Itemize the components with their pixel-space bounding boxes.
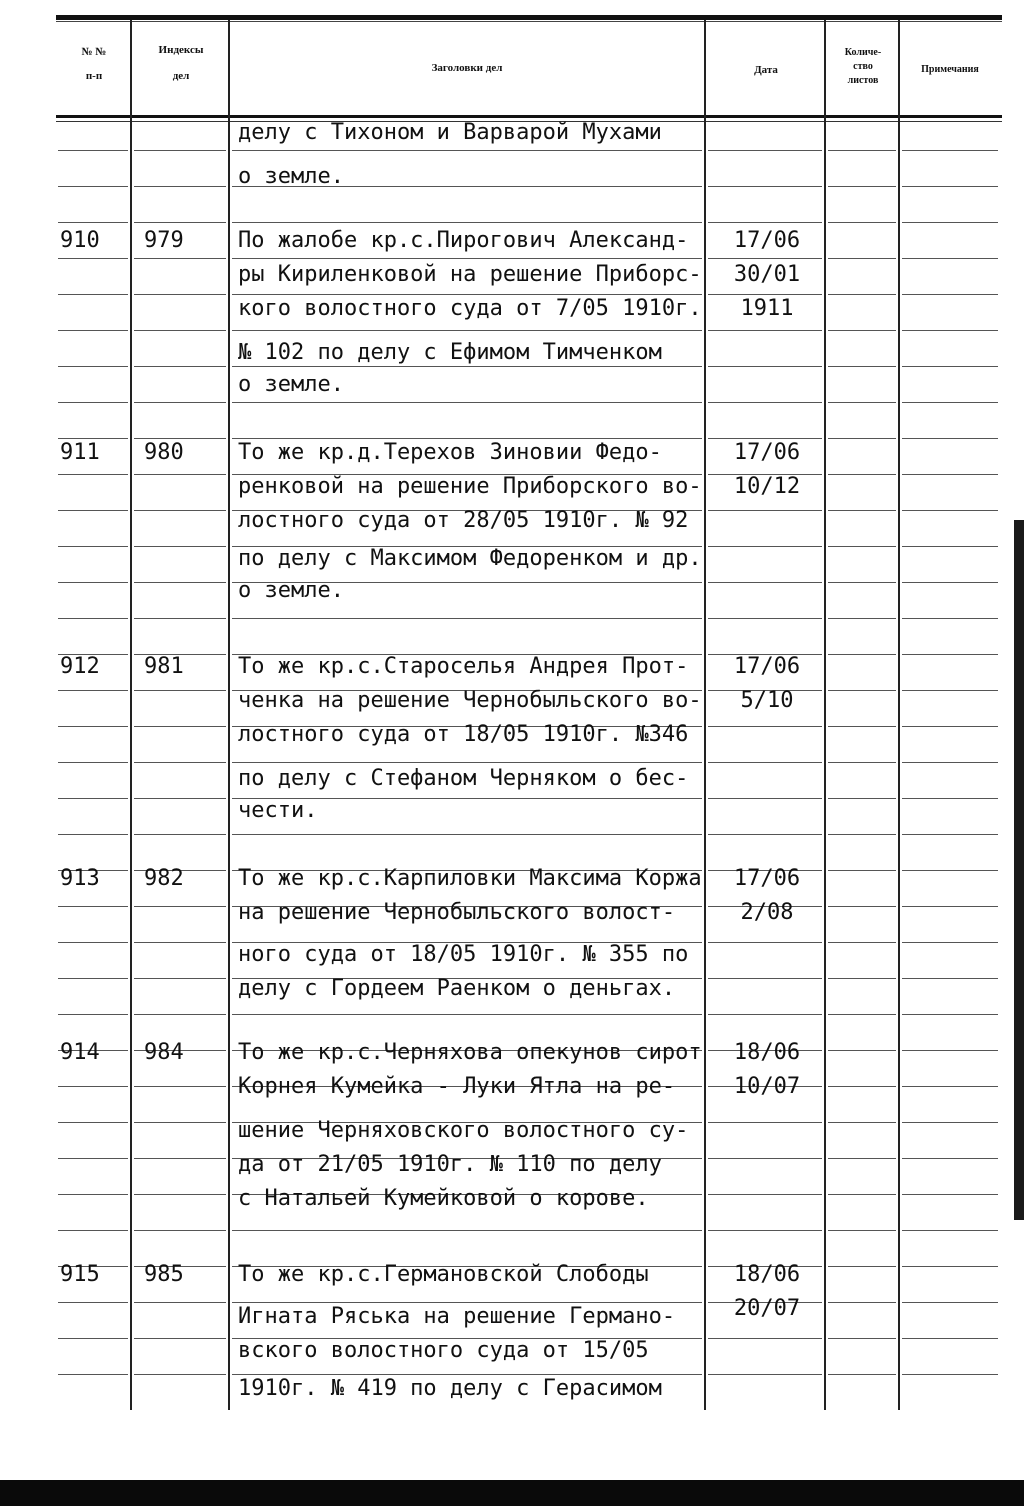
ruled-line [902,1374,998,1375]
ruled-line [58,618,128,619]
ruled-line [902,150,998,151]
ruled-line [58,150,128,151]
entry-index: 979 [144,228,184,253]
header-index-line2: дел [172,70,190,82]
ruled-line [902,582,998,583]
ruled-line [902,402,998,403]
ruled-line [902,726,998,727]
ruled-line [828,1086,896,1087]
ruled-line [828,366,896,367]
ruled-line [902,438,998,439]
ruled-line [902,1122,998,1123]
ruled-line [134,690,226,691]
ruled-line [828,1122,896,1123]
ruled-line [134,618,226,619]
entry-number: 912 [60,654,100,679]
ruled-line [902,474,998,475]
col-line-4 [824,20,826,1410]
ruled-line [708,222,822,223]
ruled-line [828,546,896,547]
ruled-line [58,222,128,223]
ruled-line [134,1086,226,1087]
ruled-line [134,834,226,835]
entry-index: 981 [144,654,184,679]
ruled-line [708,294,822,295]
header-rule [56,115,1002,118]
ruled-line [58,1230,128,1231]
col-line-3 [704,20,706,1410]
ruled-line [708,978,822,979]
ruled-line [58,366,128,367]
entry-title-line: с Натальей Кумейковой о корове. [238,1186,649,1211]
ruled-line [708,618,822,619]
ruled-line [134,1302,226,1303]
ruled-line [828,186,896,187]
ruled-line [828,510,896,511]
ruled-line [902,978,998,979]
header-num-line1: № № [81,46,107,58]
ruled-line [58,294,128,295]
scan-edge [1014,520,1024,1220]
entry-title-line: ченка на решение Чернобыльского во- [238,688,702,713]
entry-number: 911 [60,440,100,465]
ruled-line [134,1014,226,1015]
ruled-line [828,690,896,691]
ruled-line [708,1122,822,1123]
ruled-line [134,330,226,331]
ruled-line [58,510,128,511]
ruled-line [134,474,226,475]
ruled-line [902,258,998,259]
ruled-line [708,546,822,547]
ruled-line [902,942,998,943]
header-sheets-line1: Количе- [844,47,882,58]
ruled-line [828,1266,896,1267]
entry-title-line: о земле. [238,372,344,397]
ruled-line [828,618,896,619]
ruled-line [828,330,896,331]
ruled-line [134,978,226,979]
ruled-line [708,1158,822,1159]
ruled-line [902,330,998,331]
ruled-line [708,798,822,799]
entry-date: 20/07 [733,1296,801,1321]
ruled-line [708,258,822,259]
ruled-line [134,1374,226,1375]
ruled-line [828,438,896,439]
ruled-line [232,366,702,367]
top-rule [56,15,1002,20]
ruled-line [232,150,702,151]
entry-date: 5/10 [740,688,794,713]
ruled-line [828,1014,896,1015]
ruled-line [58,330,128,331]
header-notes: Примечания [921,64,979,75]
entry-date: 17/06 [733,866,801,891]
ruled-line [902,222,998,223]
ruled-line [58,258,128,259]
entry-title-line: ренковой на решение Приборского во- [238,474,702,499]
ruled-line [708,1374,822,1375]
ruled-line [708,1014,822,1015]
ruled-line [134,366,226,367]
ruled-line [134,402,226,403]
header-num [58,44,130,84]
ruled-line [708,150,822,151]
ruled-line [902,186,998,187]
ruled-line [828,1050,896,1051]
ruled-line [58,474,128,475]
ruled-line [134,1158,226,1159]
entry-date: 30/01 [733,262,801,287]
ruled-line [828,870,896,871]
entry-title-line: По жалобе кр.с.Пирогович Александ- [238,228,689,253]
entry-title-line: шение Черняховского волостного су- [238,1118,689,1143]
entry-title-line: № 102 по делу с Ефимом Тимченком [238,340,662,365]
header-date: Дата [754,64,778,76]
entry-title-line: делу с Гордеем Раенком о деньгах. [238,976,676,1001]
ruled-line [708,762,822,763]
ruled-line [828,798,896,799]
ruled-line [232,402,702,403]
ruled-line [708,186,822,187]
entry-date: 10/12 [733,474,801,499]
ruled-line [134,186,226,187]
ruled-line [232,294,702,295]
entry-index: 984 [144,1040,184,1065]
entry-title-line: о земле. [238,578,344,603]
header-sheets-line2: ство [853,61,873,72]
ruled-line [58,438,128,439]
col-line-1 [130,20,132,1410]
entry-title-line: о земле. [238,164,344,189]
entry-number: 914 [60,1040,100,1065]
ruled-line [134,1338,226,1339]
ruled-line [708,942,822,943]
entry-title-line: То же кр.с.Германовской Слободы [238,1262,649,1287]
ruled-line [828,1374,896,1375]
ruled-line [58,546,128,547]
entry-title-line: 1910г. № 419 по делу с Герасимом [238,1376,662,1401]
ruled-line [828,1230,896,1231]
ruled-line [828,1302,896,1303]
ruled-line [232,258,702,259]
ruled-line [232,834,702,835]
entry-title-line: кого волостного суда от 7/05 1910г. [238,296,702,321]
entry-title-line: по делу с Максимом Федоренком и др. [238,546,702,571]
ruled-line [708,402,822,403]
ruled-line [58,1302,128,1303]
ruled-line [134,1230,226,1231]
ruled-line [232,762,702,763]
entry-number: 915 [60,1262,100,1287]
entry-title-line: То же кр.с.Староселья Андрея Прот- [238,654,689,679]
ruled-line [708,510,822,511]
ruled-line [902,546,998,547]
entry-title-line: на решение Чернобыльского волост- [238,900,676,925]
ruled-line [58,1086,128,1087]
entry-title-line: по делу с Стефаном Черняком о бес- [238,766,689,791]
ruled-line [134,258,226,259]
col-line-5 [898,20,900,1410]
ruled-line [134,726,226,727]
entry-title-line: вского волостного суда от 15/05 [238,1338,649,1363]
entry-title-line: То же кр.д.Терехов Зиновии Федо- [238,440,662,465]
ruled-line [58,942,128,943]
ruled-line [58,978,128,979]
ruled-line [902,618,998,619]
top-rule-thin [56,21,1002,22]
ruled-line [902,1050,998,1051]
entry-date: 2/08 [740,900,794,925]
ruled-line [58,762,128,763]
ruled-line [828,906,896,907]
ruled-line [828,654,896,655]
header-sheets-line3: листов [847,75,879,86]
entry-number: 913 [60,866,100,891]
ruled-line [58,1194,128,1195]
entry-title-line: делу с Тихоном и Варварой Мухами [238,120,662,145]
ruled-line [902,798,998,799]
ruled-line [232,330,702,331]
header-sheets [826,46,900,88]
entry-title-line: ры Кириленковой на решение Приборс- [238,262,702,287]
ruled-line [134,942,226,943]
ruled-line [134,438,226,439]
entry-index: 985 [144,1262,184,1287]
ruled-line [902,834,998,835]
ruled-line [828,726,896,727]
header-title: Заголовки дел [431,62,503,74]
entry-title-line: Игната Ряська на решение Германо- [238,1304,676,1329]
ruled-line [58,402,128,403]
header-index-line1: Индексы [158,44,204,56]
ruled-line [134,1194,226,1195]
ruled-line [134,762,226,763]
ruled-line [134,510,226,511]
ruled-line [708,1194,822,1195]
entry-date: 18/06 [733,1040,801,1065]
ruled-line [58,186,128,187]
ruled-line [58,798,128,799]
ruled-line [58,690,128,691]
ruled-line [902,870,998,871]
entry-title-line: То же кр.с.Карпиловки Максима Коржа [238,866,702,891]
ruled-line [902,1014,998,1015]
ruled-line [134,798,226,799]
entry-date: 17/06 [733,440,801,465]
entry-date: 17/06 [733,228,801,253]
entry-index: 982 [144,866,184,891]
entry-title-line: Корнея Кумейка - Луки Ятла на ре- [238,1074,676,1099]
ruled-line [708,330,822,331]
header-num-line2: п-п [85,70,103,82]
ruled-line [708,366,822,367]
entry-title-line: да от 21/05 1910г. № 110 по делу [238,1152,662,1177]
entry-title-line: ного суда от 18/05 1910г. № 355 по [238,942,689,967]
ruled-line [134,150,226,151]
ruled-line [828,1194,896,1195]
ruled-line [708,582,822,583]
ruled-line [902,1230,998,1231]
ruled-line [708,726,822,727]
entry-number: 910 [60,228,100,253]
ruled-line [232,438,702,439]
ruled-line [708,1338,822,1339]
ruled-line [58,1338,128,1339]
entry-title-line: лостного суда от 18/05 1910г. №346 [238,722,689,747]
ruled-line [134,582,226,583]
entry-title-line: лостного суда от 28/05 1910г. № 92 [238,508,689,533]
col-line-2 [228,20,230,1410]
entry-title-line: То же кр.с.Черняхова опекунов сирот [238,1040,702,1065]
ruled-line [232,1374,702,1375]
ruled-line [232,222,702,223]
ruled-line [232,618,702,619]
entry-date: 18/06 [733,1262,801,1287]
entry-date: 1911 [740,296,794,321]
ruled-line [134,906,226,907]
ruled-line [902,690,998,691]
ruled-line [134,222,226,223]
entry-date: 17/06 [733,654,801,679]
ruled-line [902,510,998,511]
ruled-line [828,150,896,151]
ruled-line [902,294,998,295]
ruled-line [902,1338,998,1339]
ruled-line [58,726,128,727]
ruled-line [58,834,128,835]
ruled-line [828,762,896,763]
ruled-line [58,1374,128,1375]
ruled-line [708,1230,822,1231]
ruled-line [828,1158,896,1159]
header-index [134,42,228,84]
entry-date: 10/07 [733,1074,801,1099]
ruled-line [828,582,896,583]
ruled-line [902,1158,998,1159]
ruled-line [828,474,896,475]
ruled-line [828,978,896,979]
ruled-line [828,942,896,943]
ruled-line [828,258,896,259]
ruled-line [134,294,226,295]
ruled-line [58,1158,128,1159]
ruled-line [902,1302,998,1303]
scan-bottom-edge [0,1480,1024,1506]
ruled-line [58,906,128,907]
entry-title-line: чести. [238,798,318,823]
entry-index: 980 [144,440,184,465]
ruled-line [902,1266,998,1267]
ruled-line [58,582,128,583]
ruled-line [828,402,896,403]
ruled-line [708,834,822,835]
ruled-line [232,1230,702,1231]
ruled-line [902,1194,998,1195]
ruled-line [58,1014,128,1015]
ruled-line [708,438,822,439]
ruled-line [134,1122,226,1123]
ruled-line [902,906,998,907]
ruled-line [232,1302,702,1303]
ruled-line [828,294,896,295]
ruled-line [134,546,226,547]
ruled-line [902,654,998,655]
ruled-line [232,1014,702,1015]
ruled-line [828,834,896,835]
ruled-line [902,762,998,763]
ruled-line [828,1338,896,1339]
ruled-line [828,222,896,223]
ruled-line [58,1122,128,1123]
ruled-line [902,366,998,367]
ruled-line [902,1086,998,1087]
